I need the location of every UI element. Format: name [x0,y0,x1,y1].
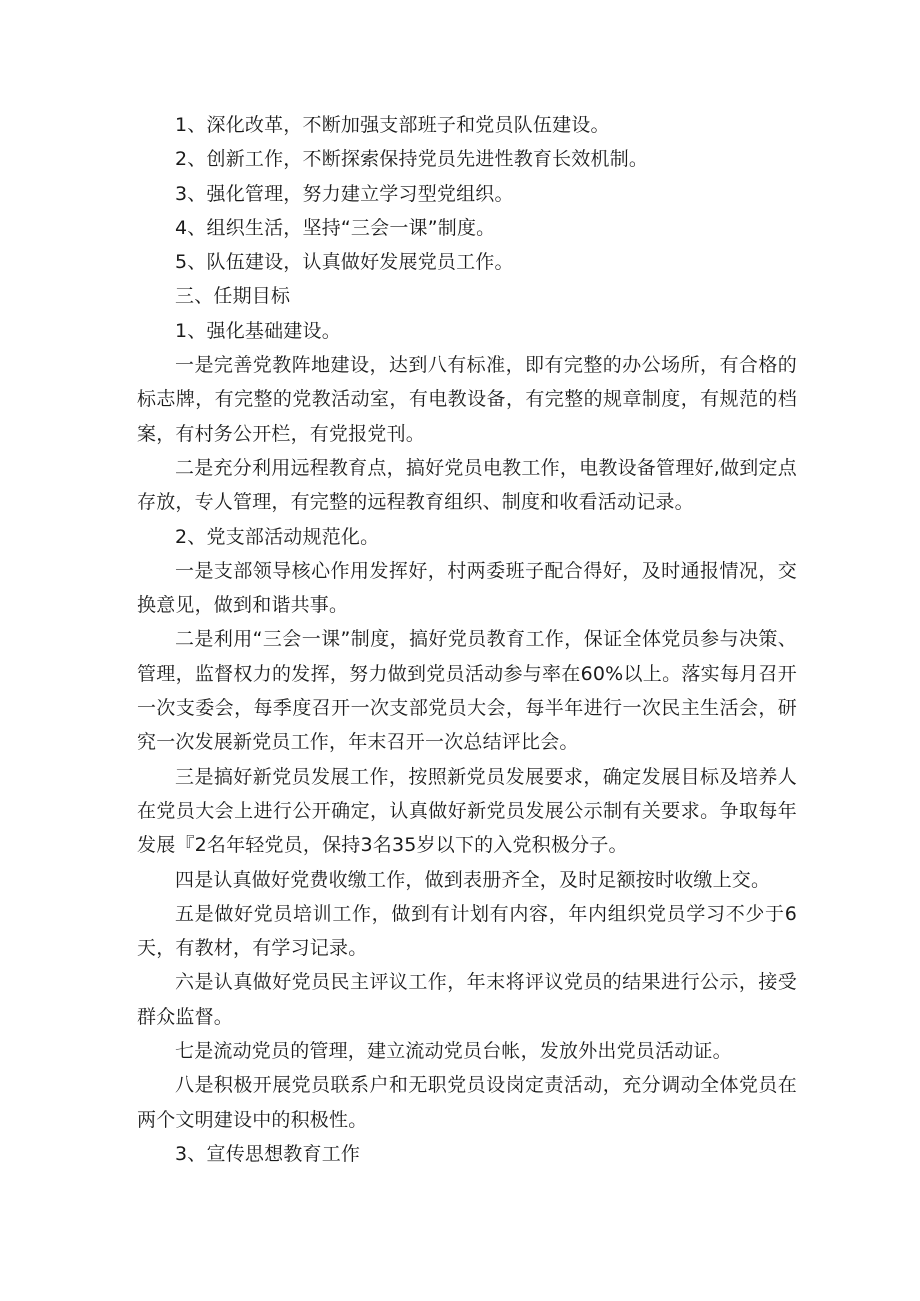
subsection-heading: 3、宣传思想教育工作 [175,1142,361,1165]
body-paragraph: 一是支部领导核心作用发挥好，村两委班子配合得好，及时通报情况，交换意见，做到和谐共事。 [137,559,797,617]
body-paragraph: 一是完善党教阵地建设，达到八有标准，即有完整的办公场所，有合格的标志牌，有完整的党教活动室，有电教设备，有完整的规章制度，有规范的档案，有村务公开栏，有党报党刊。 [137,354,797,445]
body-paragraph: 二是充分利用远程教育点，搞好党员电教工作，电教设备管理好,做到定点存放，专人管理，有完整的远程教育组织、制度和收看活动记录。 [137,456,797,514]
body-paragraph: 四是认真做好党费收缴工作，做到表册齐全，及时足额按时收缴上交。 [175,868,771,891]
subsection-heading: 1、强化基础建设。 [175,319,341,342]
document-page [137,108,797,1171]
list-item: 2、创新工作，不断探索保持党员先进性教育长效机制。 [175,148,649,171]
body-paragraph: 五是做好党员培训工作，做到有计划有内容，年内组织党员学习不少于6天，有教材，有学习记录。 [137,902,797,960]
body-paragraph: 八是积极开展党员联系户和无职党员设岗定责活动，充分调动全体党员在两个文明建设中的积极性。 [137,1074,797,1131]
list-item: 4、组织生活，坚持“三会一课”制度。 [175,216,496,239]
body-paragraph: 六是认真做好党员民主评议工作，年末将评议党员的结果进行公示，接受群众监督。 [137,971,797,1028]
body-paragraph: 七是流动党员的管理，建立流动党员台帐，发放外出党员活动证。 [175,1040,732,1063]
body-paragraph: 二是利用“三会一课”制度，搞好党员教育工作，保证全体党员参与决策、管理，监督权力的发挥，努力做到党员活动参与率在60%以上。落实每月召开一次支委会，每季度召开一次支部党员大会，每半年进行一次民主生活会，研究一次发展新党员工作，年末召开一次总结评比会。 [137,628,797,754]
section-heading: 三、任期目标 [175,285,291,308]
list-item: 3、强化管理，努力建立学习型党组织。 [175,182,514,205]
list-item: 5、队伍建设，认真做好发展党员工作。 [175,251,514,274]
subsection-heading: 2、党支部活动规范化。 [175,525,380,548]
list-item: 1、深化改革，不断加强支部班子和党员队伍建设。 [175,114,610,136]
body-paragraph: 三是搞好新党员发展工作，按照新党员发展要求，确定发展目标及培养人在党员大会上进行公开确定，认真做好新党员发展公示制有关要求。争取每年发展『2名年轻党员，保持3名35岁以下的入党积极分子。 [137,765,797,857]
